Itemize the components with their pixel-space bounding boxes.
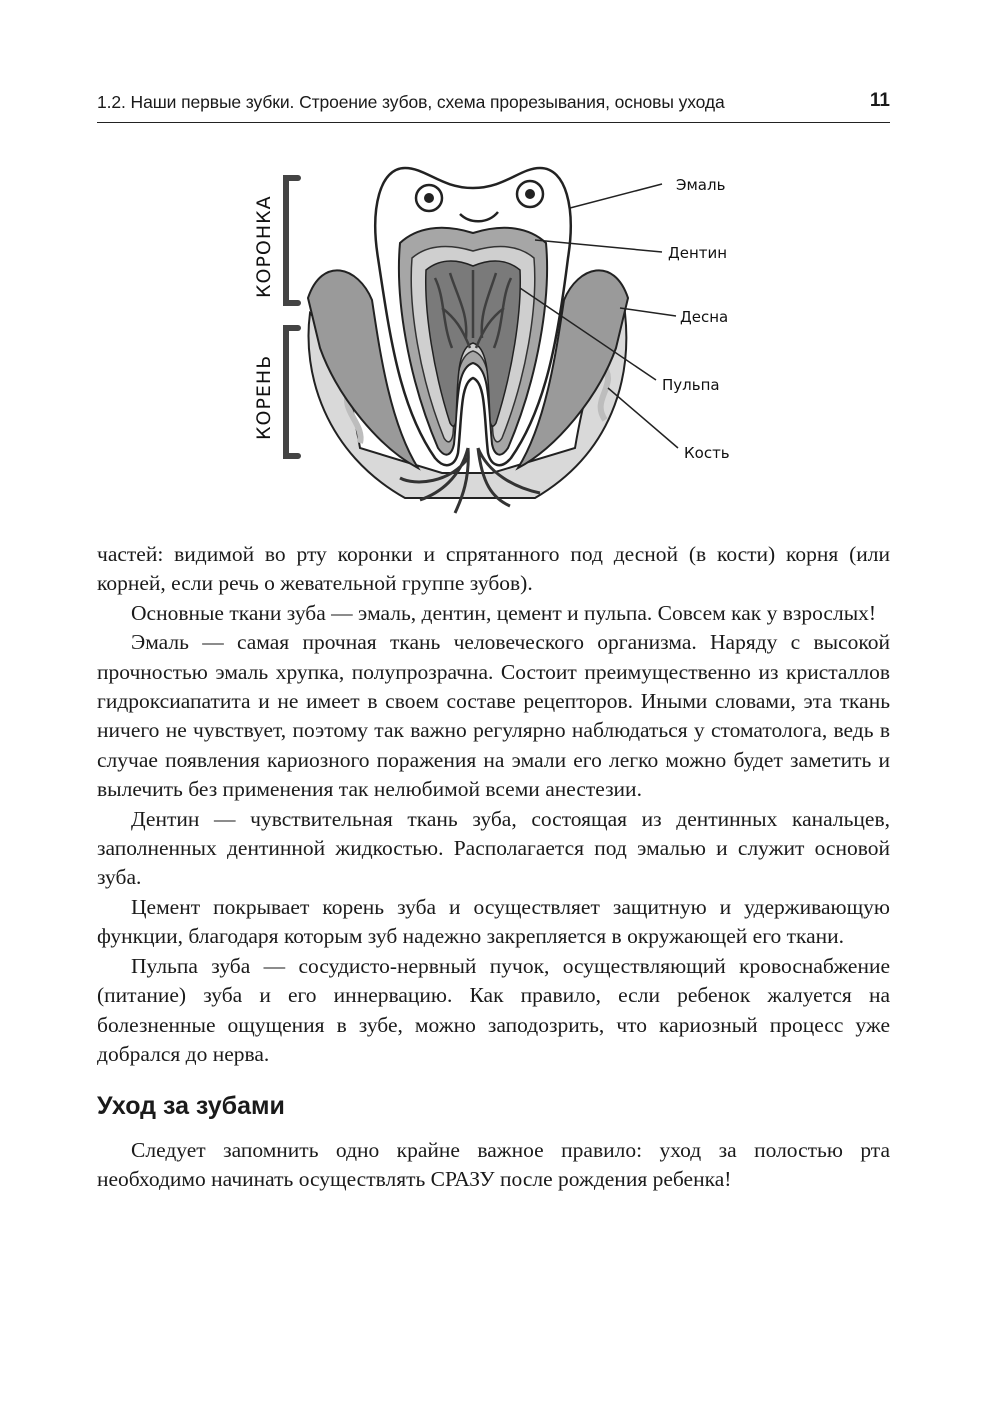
- running-header: [97, 90, 890, 123]
- tooth-diagram: [230, 148, 770, 528]
- tooth-structure-figure: [230, 148, 770, 528]
- crown-side-label: КОРОНКА: [253, 195, 275, 298]
- paragraph-5: Цемент покрывает корень зуба и осуществляет защитную и удерживающую функции, благодаря которым зуб надежно закрепляется в окружающей его ткани.: [97, 894, 890, 949]
- body-text: [97, 540, 890, 1195]
- root-bracket: [286, 328, 298, 456]
- dentin-label: Дентин: [668, 244, 728, 262]
- root-side-label: КОРЕНЬ: [253, 354, 275, 440]
- pulp-label: Пульпа: [662, 376, 720, 394]
- gum-leader: [620, 308, 676, 316]
- left-pupil: [424, 193, 434, 203]
- bone-leader: [608, 388, 678, 448]
- section-heading: Уход за зубами: [97, 1092, 285, 1121]
- crown-bracket: [286, 178, 298, 303]
- paragraph-6: Пульпа зуба — сосудисто-нервный пучок, осуществляющий кровоснабжение (питание) зуба и его иннервацию. Как правило, если ребенок жалуется на болезненные ощущения в зубе, можно заподозрить, что кариозный процесс уже добрался до нерва.: [97, 953, 890, 1066]
- page-number: 11: [869, 90, 890, 111]
- paragraph-3: Эмаль — самая прочная ткань человеческого организма. Наряду с высокой прочностью эмаль хрупка, полупрозрачна. Состоит преимущественно из кристаллов гидроксиапатита и не имеет в своем составе рецепторов. Иными словами, эта ткань ничего не чувствует, поэтому так важно регулярно наблюдаться у стоматолога, ведь в случае появления кариозного поражения на эмали его легко можно будет заметить и вылечить без применения так нелюбимой всеми анестезии.: [97, 630, 890, 802]
- running-title: 1.2. Наши первые зубки. Строение зубов, схема прорезывания, основы ухода: [97, 92, 725, 112]
- section-paragraph: Следует запомнить одно крайне важное правило: уход за полостью рта необходимо начинать осуществлять СРАЗУ после рождения ребенка!: [97, 1137, 890, 1192]
- enamel-leader: [570, 184, 662, 208]
- gum-label: Десна: [680, 308, 729, 326]
- paragraph-2: Основные ткани зуба — эмаль, дентин, цемент и пульпа. Совсем как у взрослых!: [131, 600, 877, 625]
- right-pupil: [525, 189, 535, 199]
- paragraph-1: частей: видимой во рту коронки и спрятанного под десной (в кости) корня (или корней, если речь о жевательной группе зубов).: [97, 542, 890, 596]
- paragraph-4: Дентин — чувствительная ткань зуба, состоящая из дентинных канальцев, заполненных дентинной жидкостью. Располагается под эмалью и служит основой зуба.: [97, 806, 890, 890]
- enamel-label: Эмаль: [676, 176, 726, 194]
- bone-label: Кость: [684, 444, 730, 462]
